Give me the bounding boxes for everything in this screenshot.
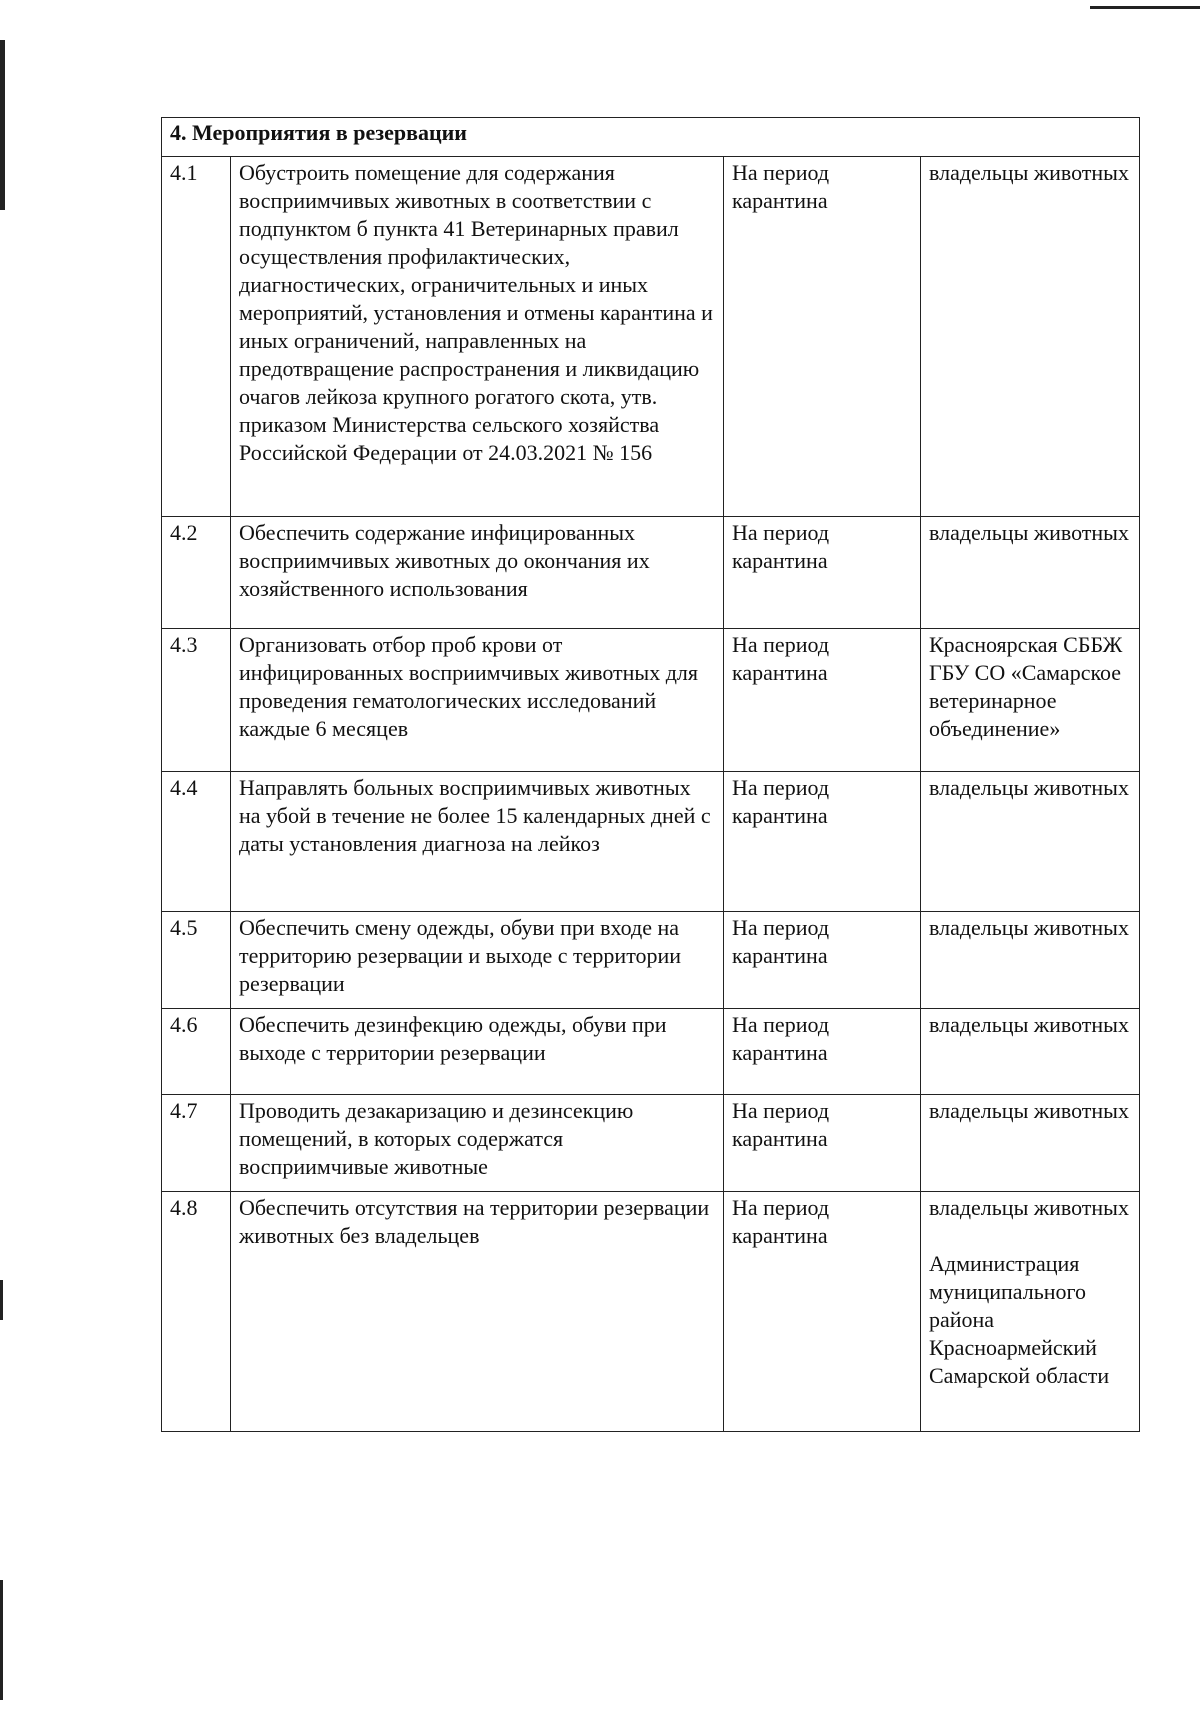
responsible-party: Администрация муниципального района Красноармейский Самарской области bbox=[929, 1251, 1110, 1388]
responsible-party: владельцы животных bbox=[929, 775, 1129, 800]
responsible-party: владельцы животных bbox=[929, 1012, 1129, 1037]
item-responsible bbox=[921, 629, 1140, 772]
item-number: 4.5 bbox=[162, 912, 231, 1009]
item-responsible bbox=[921, 1192, 1140, 1432]
responsible-party: владельцы животных bbox=[929, 1098, 1129, 1123]
item-responsible bbox=[921, 1095, 1140, 1192]
table-row bbox=[162, 772, 1140, 912]
scan-edge-mark bbox=[0, 40, 5, 210]
item-term: На период карантина bbox=[724, 772, 921, 912]
item-responsible bbox=[921, 1009, 1140, 1095]
item-action: Обеспечить отсутствия на территории резервации животных без владельцев bbox=[231, 1192, 724, 1432]
item-number: 4.7 bbox=[162, 1095, 231, 1192]
responsible-party: владельцы животных bbox=[929, 520, 1129, 545]
item-action: Обеспечить содержание инфицированных восприимчивых животных до окончания их хозяйственного использования bbox=[231, 517, 724, 629]
table-row bbox=[162, 912, 1140, 1009]
item-number: 4.3 bbox=[162, 629, 231, 772]
item-term: На период карантина bbox=[724, 1095, 921, 1192]
item-action: Проводить дезакаризацию и дезинсекцию помещений, в которых содержатся восприимчивые животные bbox=[231, 1095, 724, 1192]
measures-table bbox=[161, 117, 1140, 1432]
scan-edge-mark bbox=[1090, 6, 1200, 9]
item-action: Обеспечить дезинфекцию одежды, обуви при выходе с территории резервации bbox=[231, 1009, 724, 1095]
responsible-party: Красноярская СББЖ ГБУ СО «Самарское ветеринарное объединение» bbox=[929, 632, 1123, 741]
scan-edge-mark bbox=[0, 1580, 3, 1700]
item-responsible bbox=[921, 157, 1140, 517]
item-term: На период карантина bbox=[724, 629, 921, 772]
spacer bbox=[929, 1222, 1131, 1250]
item-action: Обустроить помещение для содержания восприимчивых животных в соответствии с подпунктом б пункта 41 Ветеринарных правил осуществления профилактических, диагностических, ограничительных и иных мероприятий, установления и отмены карантина и иных ограничений, направленных на предотвращение распространения и ликвидацию очагов лейкоза крупного рогатого скота, утв. приказом Министерства сельского хозяйства Российской Федерации от 24.03.2021 № 156 bbox=[231, 157, 724, 517]
responsible-party: владельцы животных bbox=[929, 915, 1129, 940]
scan-edge-mark bbox=[0, 1280, 3, 1320]
item-action: Организовать отбор проб крови от инфицированных восприимчивых животных для проведения гематологических исследований каждые 6 месяцев bbox=[231, 629, 724, 772]
item-term: На период карантина bbox=[724, 157, 921, 517]
table-row bbox=[162, 1009, 1140, 1095]
section-header-row bbox=[162, 118, 1140, 157]
item-number: 4.2 bbox=[162, 517, 231, 629]
item-term: На период карантина bbox=[724, 1009, 921, 1095]
item-number: 4.6 bbox=[162, 1009, 231, 1095]
table-row bbox=[162, 157, 1140, 517]
section-title: 4. Мероприятия в резервации bbox=[162, 118, 1140, 157]
item-term: На период карантина bbox=[724, 912, 921, 1009]
item-number: 4.4 bbox=[162, 772, 231, 912]
table-row bbox=[162, 1192, 1140, 1432]
item-number: 4.1 bbox=[162, 157, 231, 517]
item-number: 4.8 bbox=[162, 1192, 231, 1432]
responsible-party: владельцы животных bbox=[929, 1195, 1129, 1220]
item-responsible bbox=[921, 772, 1140, 912]
item-responsible bbox=[921, 912, 1140, 1009]
table-row bbox=[162, 1095, 1140, 1192]
table-row bbox=[162, 629, 1140, 772]
item-responsible bbox=[921, 517, 1140, 629]
responsible-party: владельцы животных bbox=[929, 160, 1129, 185]
item-term: На период карантина bbox=[724, 1192, 921, 1432]
item-term: На период карантина bbox=[724, 517, 921, 629]
table-row bbox=[162, 517, 1140, 629]
item-action: Обеспечить смену одежды, обуви при входе на территорию резервации и выходе с территории резервации bbox=[231, 912, 724, 1009]
item-action: Направлять больных восприимчивых животных на убой в течение не более 15 календарных дней с даты установления диагноза на лейкоз bbox=[231, 772, 724, 912]
